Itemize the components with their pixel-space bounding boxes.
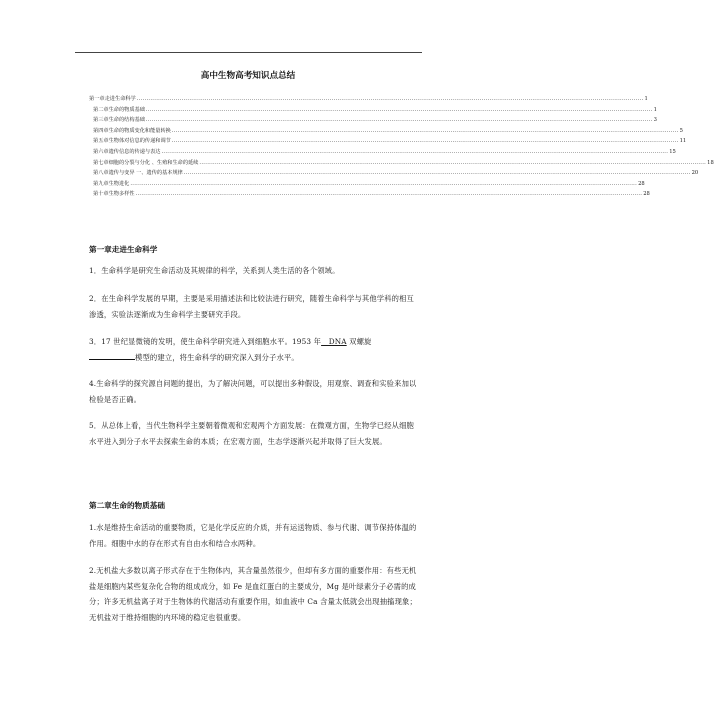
- paragraph: 1．生命科学是研究生命活动及其规律的科学，关系到人类生活的各个领域。: [89, 266, 340, 275]
- toc-leader: ....................................................................................................................................................................................................................................................................: [161, 148, 669, 155]
- toc-entry[interactable]: 第十章生物多样性 .................................................................................................................................................................................................................................................................... 28: [89, 189, 421, 200]
- paragraph: 2.无机盐大多数以离子形式存在于生物体内，其含量虽然很少，但却有多方面的重要作用：有些无机盐是细胞内某些复杂化合物的组成成分，如 Fe 是血红蛋白的主要成分，Mg 是叶绿素分子必需的成分；许多无机盐离子对于生物体的代谢活动有重要作用，如血液中 Ca 含量太低就会出现抽搐现象；无机盐对于维持细胞的内环境的稳定也很重要。: [89, 566, 417, 622]
- toc-entry[interactable]: 第二章生命的物质基础 .................................................................................................................................................................................................................................................................... 1: [89, 105, 421, 116]
- chapter-heading: 第一章走进生命科学: [89, 245, 158, 254]
- toc-leader: ....................................................................................................................................................................................................................................................................: [145, 117, 653, 124]
- toc-entry[interactable]: 第六章遗传信息的传递与表达 .................................................................................................................................................................................................................................................................... 15: [89, 147, 421, 158]
- toc-entry[interactable]: 第八章遗传与变异 一、遗传的基本规律 .................................................................................................................................................................................................................................................................... 20: [89, 168, 421, 179]
- paragraph: 3．17 世纪显微镜的发明，使生命科学研究进入到细胞水平。1953 年__DNA 双螺旋 模型的建立，将生命科学的研究深入到分子水平。: [89, 337, 372, 362]
- toc-entry[interactable]: 第九章生物进化 .................................................................................................................................................................................................................................................................... 28: [89, 179, 421, 190]
- toc-leader: ....................................................................................................................................................................................................................................................................: [171, 127, 679, 134]
- toc-entry[interactable]: 第五章生物体对信息的传递和调节 .................................................................................................................................................................................................................................................................... 11: [89, 136, 421, 147]
- fill-in-blank: [89, 353, 135, 360]
- toc-leader: ....................................................................................................................................................................................................................................................................: [145, 106, 653, 113]
- toc-entry[interactable]: 第四章生命的物质变化和能量转换 .................................................................................................................................................................................................................................................................... 5: [89, 126, 421, 137]
- paragraph: 4.生命科学的探究源自问题的提出，为了解决问题，可以提出多种假设，用观察、调查和实验来加以检验是否正确。: [89, 379, 417, 404]
- underlined-answer: __DNA: [321, 337, 347, 346]
- table-of-contents: [89, 94, 714, 200]
- document-title: 高中生物高考知识点总结: [200, 71, 296, 81]
- paragraph: 5．从总体上看，当代生物科学主要朝着微观和宏观两个方面发展：在微观方面，生物学已经从细胞水平进入到分子水平去探索生命的本质；在宏观方面，生态学逐渐兴起并取得了巨大发展。: [89, 421, 415, 446]
- chapter-heading: 第二章生命的物质基础: [89, 501, 165, 510]
- paragraph: 1.水是维持生命活动的重要物质，它是化学反应的介质，并有运送物质、参与代谢、调节保持体温的作用。细胞中水的存在形式有自由水和结合水两种。: [89, 523, 417, 548]
- toc-entry[interactable]: 第三章生命的结构基础 .................................................................................................................................................................................................................................................................... 3: [89, 115, 421, 126]
- toc-entry[interactable]: 第七章细胞的分裂与分化 、生殖和生命的延续 .................................................................................................................................................................................................................................................................... 18: [89, 158, 421, 169]
- paragraph: 2．在生命科学发展的早期，主要是采用描述法和比较法进行研究，随着生命科学与其他学科的相互渗透，实验法逐渐成为生命科学主要研究手段。: [89, 294, 415, 319]
- toc-leader: ....................................................................................................................................................................................................................................................................: [199, 159, 707, 166]
- header-rule: [75, 52, 422, 53]
- toc-leader: ....................................................................................................................................................................................................................................................................: [171, 138, 679, 145]
- toc-entry[interactable]: 第一章走进生命科学 .................................................................................................................................................................................................................................................................... 1: [89, 94, 421, 105]
- toc-leader: ....................................................................................................................................................................................................................................................................: [136, 96, 644, 102]
- toc-leader: ....................................................................................................................................................................................................................................................................: [130, 180, 638, 187]
- toc-leader: ....................................................................................................................................................................................................................................................................: [135, 191, 643, 198]
- toc-leader: ....................................................................................................................................................................................................................................................................: [183, 170, 691, 177]
